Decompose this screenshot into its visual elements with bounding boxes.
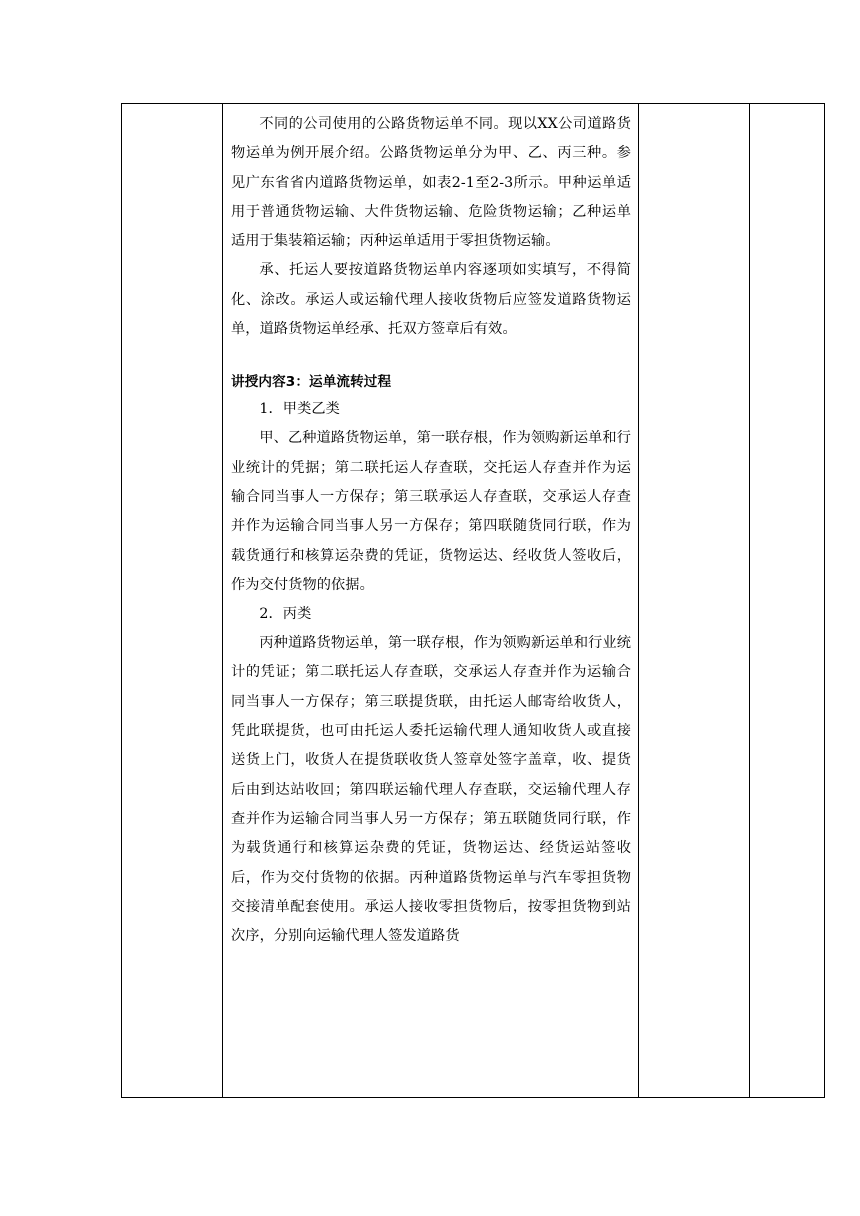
intro-paragraph-2: 承、托运人要按道路货物运单内容逐项如实填写，不得简化、涂改。承运人或运输代理人接收货物后应签发道路货物运单，道路货物运单经承、托双方签章后有效。 <box>231 262 631 338</box>
intro-paragraph-1: 不同的公司使用的公路货物运单不同。现以XX公司道路货物运单为例开展介绍。公路货物运单分为甲、乙、丙三种。参见广东省省内道路货物运单，如表2-1至2-3所示。甲种运单适用于普通货物运输、大件货物运输、危险货物运输；乙种运单适用于集装箱运输；丙种运单适用于零担货物运输。 <box>231 116 631 250</box>
paragraph-bing: 丙种道路货物运单，第一联存根，作为领购新运单和行业统计的凭证；第二联托运人存查联，交承运人存查并作为运输合同当事人一方保存；第三联提货联，由托运人邮寄给收货人，凭此联提货，也可由托运人委托运输代理人通知收货人或直接送货上门，收货人在提货联收货人签章处签字盖章，收、提货后由到达站收回；第四联运输代理人存查联，交运输代理人存查并作为运输合同当事人另一方保存；第五联随货同行联，作为载货通行和核算运杂费的凭证，货物运达、经货运站签收后，作为交付货物的依据。丙种道路货物运单与汽车零担货物交接清单配套使用。承运人接收零担货物后，按零担货物到站次序，分别向运输代理人签发道路货 <box>231 635 631 945</box>
paragraph-jia-yi: 甲、乙种道路货物运单，第一联存根，作为领购新运单和行业统计的凭据；第二联托运人存查联，交托运人存查并作为运输合同当事人一方保存；第三联承运人存查联，交承运人存查并作为运输合同当事人另一方保存；第四联随货同行联，作为载货通行和核算运杂费的凭证，货物运达、经收货人签收后，作为交付货物的依据。 <box>231 430 631 593</box>
sub-heading-bing: 2．丙类 <box>259 606 312 623</box>
table-row <box>122 104 825 1098</box>
section-heading: 讲授内容3：运单流转过程 <box>231 374 392 391</box>
empty-column-cell <box>639 104 750 1098</box>
right-margin-cell <box>750 104 825 1098</box>
left-margin-cell <box>122 104 223 1098</box>
content-cell <box>223 104 639 1098</box>
content-body <box>223 104 638 951</box>
sub-heading-jia-yi: 1．甲类乙类 <box>259 401 340 418</box>
lesson-plan-table <box>121 103 825 1098</box>
